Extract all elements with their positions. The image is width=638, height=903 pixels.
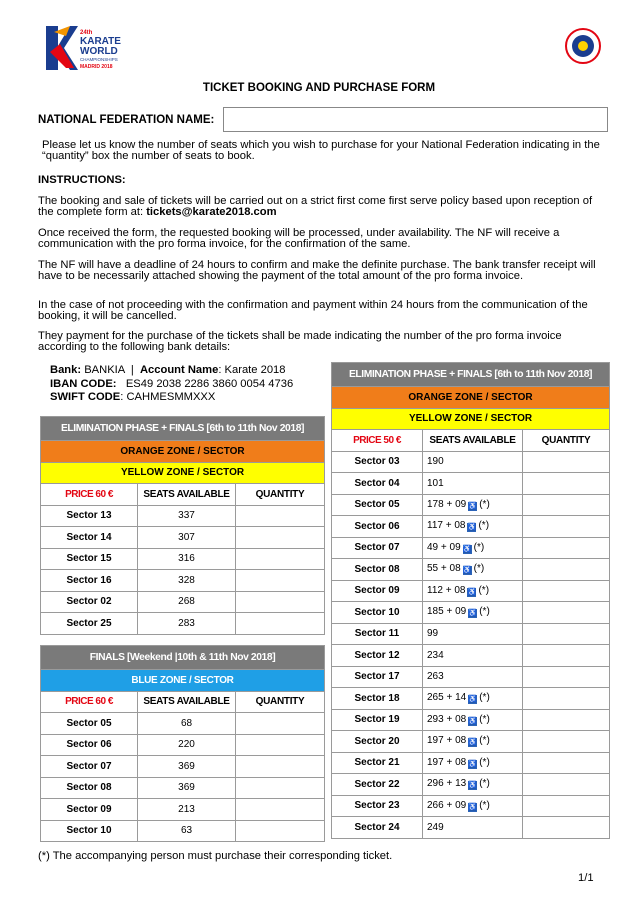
seats-cell: [138, 713, 236, 735]
accompanying-mark: (*): [473, 541, 485, 553]
seats-cell: [138, 527, 236, 549]
wheelchair-icon: ♿: [467, 588, 477, 596]
quantity-input[interactable]: [523, 731, 610, 753]
seats-value: 234: [427, 649, 444, 661]
seats-value: 265 + 14: [427, 692, 467, 704]
accompanying-mark: (*): [479, 778, 490, 790]
sector-cell: Sector 04: [332, 473, 423, 495]
contact-email[interactable]: tickets@karate2018.com: [146, 206, 277, 218]
quantity-input[interactable]: [523, 623, 610, 645]
sector-cell: Sector 08: [41, 777, 138, 799]
seats-col-header: SEATS AVAILABLE: [138, 691, 236, 713]
sector-cell: Sector 06: [41, 734, 138, 756]
accompanying-mark: (*): [478, 584, 490, 596]
sector-cell: Sector 02: [41, 591, 138, 613]
quantity-input[interactable]: [523, 774, 610, 796]
seats-cell: [423, 473, 523, 495]
wheelchair-icon: ♿: [462, 567, 472, 575]
seats-value: 283: [178, 617, 195, 629]
sector-cell: Sector 17: [332, 666, 423, 688]
table-row: [332, 774, 610, 796]
quantity-input[interactable]: [236, 548, 325, 570]
table-row: [41, 527, 325, 549]
instructions-heading: INSTRUCTIONS:: [38, 174, 126, 186]
seats-value: 213: [178, 803, 195, 815]
quantity-input[interactable]: [236, 570, 325, 592]
seats-value: 117 + 08: [427, 520, 466, 532]
seats-value: 49 + 09: [427, 541, 461, 553]
quantity-input[interactable]: [236, 591, 325, 613]
seats-cell: [138, 570, 236, 592]
table-row: [41, 548, 325, 570]
wheelchair-icon: ♿: [468, 760, 478, 768]
sector-cell: Sector 07: [332, 537, 423, 559]
seats-value: 178 + 09: [427, 498, 467, 510]
svg-text:CHAMPIONSHIPS: CHAMPIONSHIPS: [80, 57, 118, 62]
quantity-input[interactable]: [523, 451, 610, 473]
table-header: ELIMINATION PHASE + FINALS [6th to 11th Nov 2018]: [41, 417, 325, 441]
sector-cell: Sector 10: [332, 602, 423, 624]
wheelchair-icon: ♿: [468, 717, 478, 725]
table-row: [41, 820, 325, 842]
seats-value: 112 + 08: [427, 584, 466, 596]
seats-cell: [423, 623, 523, 645]
svg-text:MADRID 2018: MADRID 2018: [80, 64, 113, 70]
accompanying-mark: (*): [479, 799, 490, 811]
quantity-input[interactable]: [523, 494, 610, 516]
accompanying-mark: (*): [473, 563, 485, 575]
table-header: ELIMINATION PHASE + FINALS [6th to 11th Nov 2018]: [332, 363, 610, 387]
finals-table-60: [40, 645, 325, 842]
sector-cell: Sector 19: [332, 709, 423, 731]
seats-cell: [138, 777, 236, 799]
footnote: (*) The accompanying person must purchase their corresponding ticket.: [38, 850, 393, 862]
seats-cell: [423, 645, 523, 667]
table-header: FINALS [Weekend |10th & 11th Nov 2018]: [41, 646, 325, 670]
sector-cell: Sector 14: [41, 527, 138, 549]
quantity-input[interactable]: [236, 713, 325, 735]
seats-cell: [423, 795, 523, 817]
quantity-input[interactable]: [523, 666, 610, 688]
table-row: [41, 570, 325, 592]
seats-cell: [423, 494, 523, 516]
table-row: [332, 688, 610, 710]
seats-value: 190: [427, 456, 444, 468]
accompanying-mark: (*): [479, 735, 490, 747]
seats-value: 99: [427, 628, 439, 640]
instructions-para-4: In the case of not proceeding with the confirmation and payment within 24 hours from the communication of the booking, it will be cancelled.: [38, 299, 588, 322]
table-row: [41, 777, 325, 799]
price-label: PRICE 60 €: [41, 691, 138, 713]
seats-value: 263: [427, 671, 444, 683]
svg-text:24th: 24th: [80, 30, 93, 36]
sector-cell: Sector 15: [41, 548, 138, 570]
seats-value: 68: [180, 717, 193, 729]
table-row: [332, 731, 610, 753]
quantity-input[interactable]: [236, 527, 325, 549]
quantity-input[interactable]: [523, 559, 610, 581]
wheelchair-icon: ♿: [468, 803, 478, 811]
blue-zone-label: BLUE ZONE / SECTOR: [41, 670, 325, 692]
sector-cell: Sector 05: [41, 713, 138, 735]
page-number: 1/1: [578, 872, 594, 884]
seats-col-header: SEATS AVAILABLE: [423, 430, 523, 452]
seats-cell: [138, 548, 236, 570]
seats-cell: [423, 817, 523, 839]
instructions-para-5: They payment for the purchase of the tickets shall be made indicating the number of the pro forma invoice according to the following bank details:: [38, 330, 562, 353]
seats-cell: [138, 613, 236, 635]
table-row: [332, 602, 610, 624]
sector-cell: Sector 12: [332, 645, 423, 667]
yellow-zone-label: YELLOW ZONE / SECTOR: [41, 462, 325, 484]
wheelchair-icon: ♿: [468, 739, 478, 747]
table-row: [332, 795, 610, 817]
seats-value: 266 + 09: [427, 799, 467, 811]
quantity-input[interactable]: [523, 473, 610, 495]
seats-value: 316: [178, 553, 195, 565]
svg-text:WORLD: WORLD: [80, 46, 118, 57]
form-title: TICKET BOOKING AND PURCHASE FORM: [202, 82, 436, 94]
sector-cell: Sector 16: [41, 570, 138, 592]
table-row: [332, 473, 610, 495]
seats-value: 197 + 08: [427, 735, 467, 747]
sector-cell: Sector 22: [332, 774, 423, 796]
accompanying-mark: (*): [479, 606, 490, 618]
seats-cell: [423, 559, 523, 581]
table-row: [332, 559, 610, 581]
table-row: [41, 756, 325, 778]
table-row: [332, 494, 610, 516]
quantity-input[interactable]: [523, 516, 610, 538]
seats-value: 369: [178, 782, 195, 794]
sector-cell: Sector 09: [332, 580, 423, 602]
seats-cell: [423, 752, 523, 774]
elimination-table-60: [40, 416, 325, 635]
quantity-input[interactable]: [236, 799, 325, 821]
sector-cell: Sector 06: [332, 516, 423, 538]
seats-value: 296 + 13: [427, 778, 467, 790]
table-row: [332, 580, 610, 602]
sector-cell: Sector 21: [332, 752, 423, 774]
quantity-input[interactable]: [236, 734, 325, 756]
accompanying-mark: (*): [478, 520, 490, 532]
sector-cell: Sector 10: [41, 820, 138, 842]
bank-details: Bank: BANKIA | Account Name: Karate 2018 IBAN CODE: ES49 2038 2286 3860 0054 4736 SWIFT CODE: CAHMESMMXXX: [50, 364, 294, 403]
accompanying-mark: (*): [479, 713, 490, 725]
quantity-input[interactable]: [523, 537, 610, 559]
table-row: [332, 451, 610, 473]
seats-value: 197 + 08: [427, 756, 467, 768]
seats-cell: [423, 537, 523, 559]
orange-zone-label: ORANGE ZONE / SECTOR: [41, 441, 325, 463]
sector-cell: Sector 24: [332, 817, 423, 839]
seats-cell: [138, 820, 236, 842]
table-row: [332, 666, 610, 688]
quantity-input[interactable]: [236, 820, 325, 842]
table-row: [332, 623, 610, 645]
instructions-para-2: Once received the form, the requested booking will be processed, under availability. The NF will receive a communication with the pro forma invoice, for the confirmation of the same.: [38, 227, 560, 250]
quantity-col-header: QUANTITY: [236, 484, 325, 506]
seats-cell: [138, 591, 236, 613]
table-row: [332, 752, 610, 774]
quantity-col-header: QUANTITY: [523, 430, 610, 452]
intro-note: Please let us know the number of seats which you wish to purchase for your National Federation indicating in the “quantity” box the number of seats to book.: [42, 139, 600, 162]
karate-world-logo: [40, 22, 140, 74]
quantity-input[interactable]: [523, 602, 610, 624]
wheelchair-icon: ♿: [468, 610, 478, 618]
sector-cell: Sector 07: [41, 756, 138, 778]
seats-cell: [138, 505, 236, 527]
quantity-input[interactable]: [523, 688, 610, 710]
sector-cell: Sector 25: [41, 613, 138, 635]
table-row: [41, 734, 325, 756]
sector-cell: Sector 18: [332, 688, 423, 710]
wheelchair-icon: ♿: [468, 696, 478, 704]
sector-cell: Sector 20: [332, 731, 423, 753]
yellow-zone-label: YELLOW ZONE / SECTOR: [332, 408, 610, 430]
orange-zone-label: ORANGE ZONE / SECTOR: [332, 387, 610, 409]
seats-cell: [423, 774, 523, 796]
quantity-input[interactable]: [523, 752, 610, 774]
svg-text:KARATE: KARATE: [80, 36, 121, 47]
seats-cell: [138, 799, 236, 821]
table-row: [41, 613, 325, 635]
price-label: PRICE 60 €: [41, 484, 138, 506]
quantity-input[interactable]: [523, 817, 610, 839]
quantity-input[interactable]: [236, 505, 325, 527]
table-row: [41, 799, 325, 821]
seats-cell: [423, 602, 523, 624]
seats-cell: [423, 580, 523, 602]
quantity-input[interactable]: [523, 709, 610, 731]
quantity-input[interactable]: [523, 645, 610, 667]
sector-cell: Sector 11: [332, 623, 423, 645]
seats-cell: [138, 756, 236, 778]
seats-cell: [138, 734, 236, 756]
quantity-input[interactable]: [236, 613, 325, 635]
seats-cell: [423, 709, 523, 731]
seats-value: 307: [178, 531, 195, 543]
seats-cell: [423, 731, 523, 753]
table-row: [332, 817, 610, 839]
seats-value: 101: [427, 477, 444, 489]
table-row: [41, 505, 325, 527]
seats-value: 55 + 08: [427, 563, 461, 575]
quantity-input[interactable]: [236, 756, 325, 778]
seats-value: 63: [180, 825, 193, 837]
accompanying-mark: (*): [479, 756, 490, 768]
wkf-seal-logo: [565, 28, 601, 64]
sector-cell: Sector 08: [332, 559, 423, 581]
seats-cell: [423, 451, 523, 473]
accompanying-mark: (*): [479, 692, 490, 704]
table-row: [332, 709, 610, 731]
accompanying-mark: (*): [479, 498, 490, 510]
wheelchair-icon: ♿: [467, 524, 477, 532]
quantity-input[interactable]: [523, 580, 610, 602]
seats-value: 337: [178, 510, 195, 522]
quantity-col-header: QUANTITY: [236, 691, 325, 713]
sector-cell: Sector 23: [332, 795, 423, 817]
seats-cell: [423, 666, 523, 688]
table-row: [41, 591, 325, 613]
price-label: PRICE 50 €: [332, 430, 423, 452]
seats-value: 268: [178, 596, 195, 608]
table-row: [332, 537, 610, 559]
elimination-table-50: [331, 362, 610, 839]
sector-cell: Sector 13: [41, 505, 138, 527]
wheelchair-icon: ♿: [468, 782, 478, 790]
seats-cell: [423, 688, 523, 710]
table-row: [332, 516, 610, 538]
instructions-para-3: The NF will have a deadline of 24 hours to confirm and make the definite purchase. The bank transfer receipt will have to be necessarily attached showing the payment of the total amount of the pro forma invoice.: [38, 259, 596, 282]
seats-value: 220: [178, 739, 195, 751]
wheelchair-icon: ♿: [468, 502, 478, 510]
sector-cell: Sector 09: [41, 799, 138, 821]
quantity-input[interactable]: [523, 795, 610, 817]
seats-value: 293 + 08: [427, 713, 467, 725]
sector-cell: Sector 03: [332, 451, 423, 473]
seats-value: 185 + 09: [427, 606, 467, 618]
nf-name-label: NATIONAL FEDERATION NAME:: [38, 114, 215, 126]
nf-name-input[interactable]: [223, 107, 608, 132]
instructions-para-1: The booking and sale of tickets will be carried out on a strict first come first serve policy based upon reception of the complete form at: tickets@karate2018.com: [38, 195, 593, 218]
seats-value: 369: [178, 760, 195, 772]
sector-cell: Sector 05: [332, 494, 423, 516]
wheelchair-icon: ♿: [462, 545, 472, 553]
table-row: [41, 713, 325, 735]
table-row: [332, 645, 610, 667]
seats-value: 249: [427, 821, 444, 833]
seats-col-header: SEATS AVAILABLE: [138, 484, 236, 506]
seats-cell: [423, 516, 523, 538]
quantity-input[interactable]: [236, 777, 325, 799]
seats-value: 328: [178, 574, 195, 586]
